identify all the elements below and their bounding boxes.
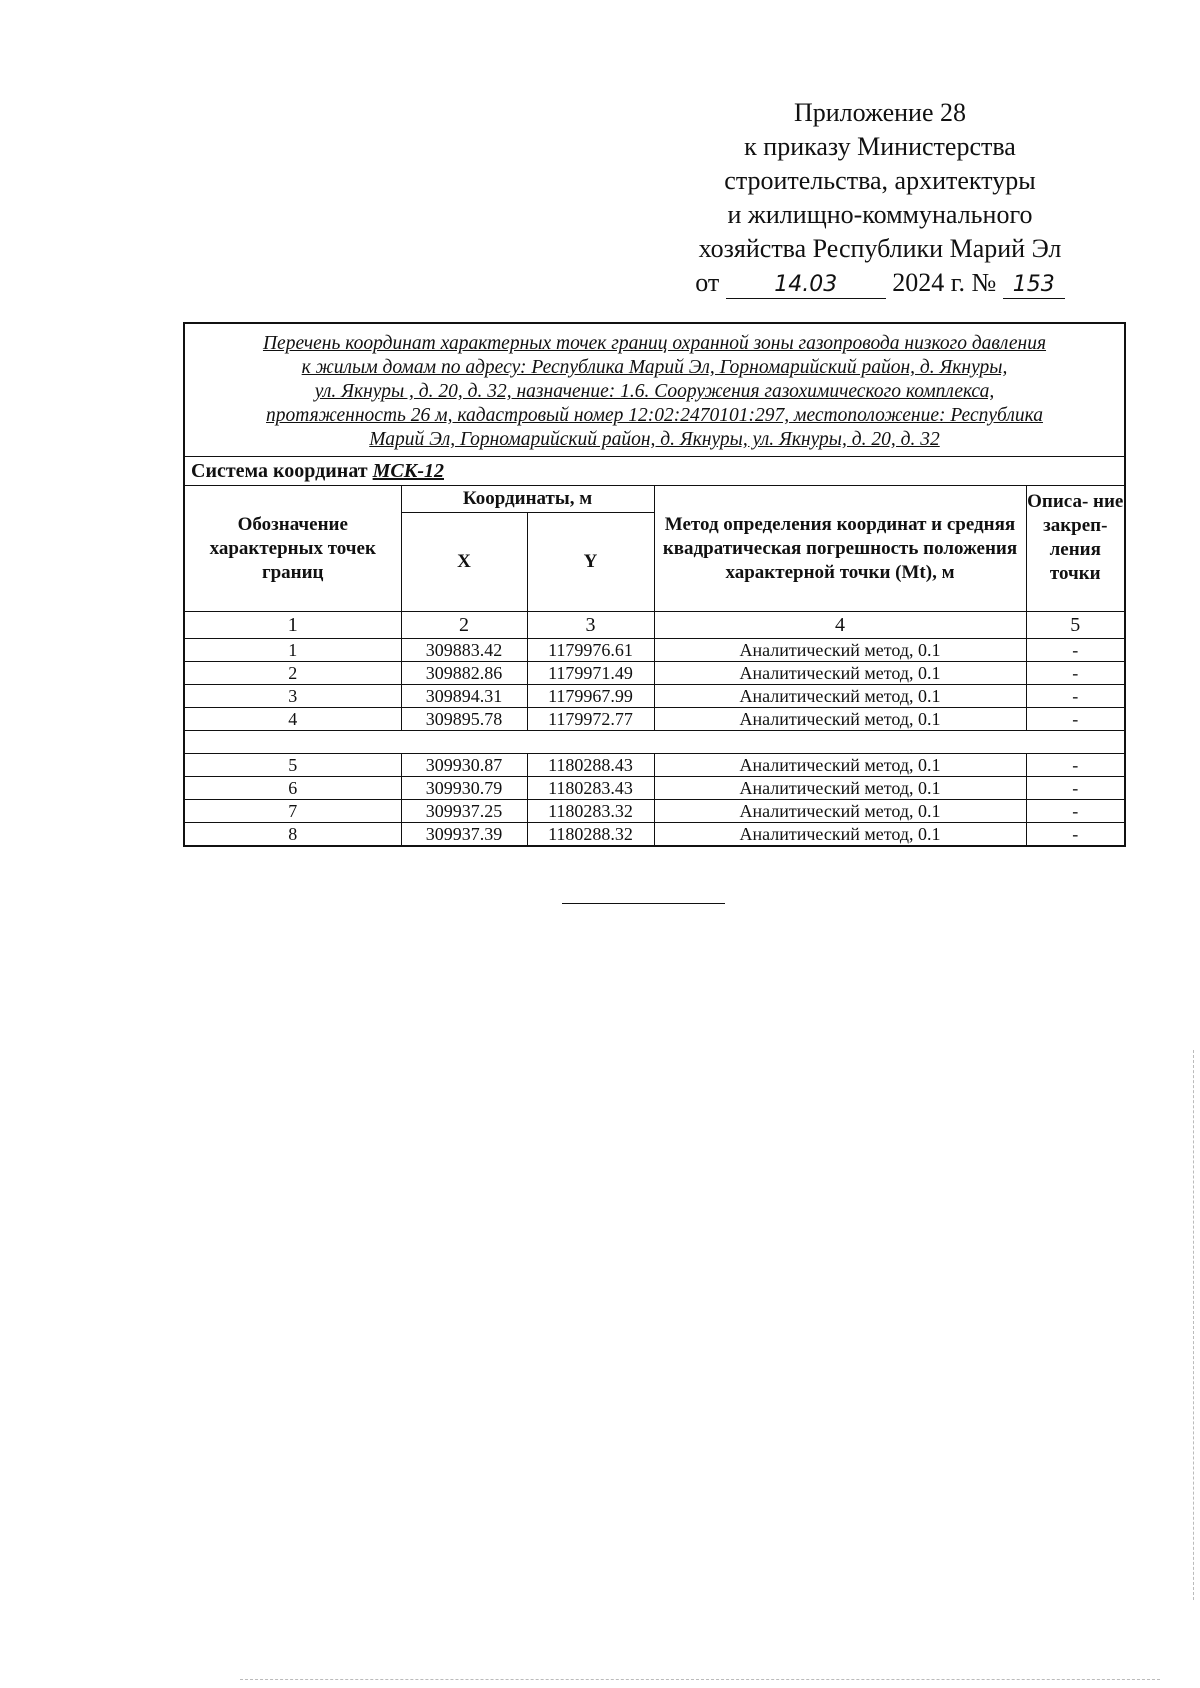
description-value: - — [1026, 777, 1125, 800]
appendix-title: Приложение 28 — [793, 98, 967, 127]
description-value: - — [1026, 639, 1125, 662]
header-coordinates: Координаты, м — [401, 486, 654, 513]
title-line: протяженность 26 м, кадастровый номер 12:02:2470101:297, местоположение: Республика — [266, 405, 1043, 426]
date-prefix: от — [695, 268, 720, 297]
y-value: 1179967.99 — [527, 685, 654, 708]
column-number: 3 — [527, 612, 654, 639]
y-value: 1179971.49 — [527, 662, 654, 685]
header-method: Метод определения координат и средняя квадратическая погрешность положения характерной точки (Mt), м — [654, 486, 1026, 612]
method-value: Аналитический метод, 0.1 — [654, 708, 1026, 731]
point-id: 1 — [184, 639, 401, 662]
title-line: Марий Эл, Горномарийский район, д. Якнуры, ул. Якнуры, д. 20, д. 32 — [369, 429, 940, 450]
year-number-label: 2024 г. № — [892, 268, 997, 297]
table-row — [184, 800, 1125, 823]
scan-edge-artifact — [1193, 1050, 1194, 1600]
column-number: 1 — [184, 612, 401, 639]
header-line-5: хозяйства Республики Марий Эл — [698, 234, 1062, 263]
description-value: - — [1026, 708, 1125, 731]
y-value: 1179976.61 — [527, 639, 654, 662]
method-value: Аналитический метод, 0.1 — [654, 823, 1026, 847]
column-number: 4 — [654, 612, 1026, 639]
x-value: 309930.87 — [401, 754, 527, 777]
x-value: 309882.86 — [401, 662, 527, 685]
coordinates-table — [183, 322, 1126, 847]
title-line: Перечень координат характерных точек границ охранной зоны газопровода низкого давления — [262, 333, 1047, 354]
point-id: 3 — [184, 685, 401, 708]
group-separator — [184, 731, 1125, 754]
coordinate-system-value: МСК-12 — [372, 460, 444, 482]
header-description: Описа- ние закреп- ления точки — [1026, 486, 1125, 612]
column-number: 2 — [401, 612, 527, 639]
method-value: Аналитический метод, 0.1 — [654, 662, 1026, 685]
description-value: - — [1026, 685, 1125, 708]
method-value: Аналитический метод, 0.1 — [654, 685, 1026, 708]
description-value: - — [1026, 662, 1125, 685]
point-id: 6 — [184, 777, 401, 800]
scan-bottom-artifact — [240, 1679, 1160, 1680]
table-row — [184, 777, 1125, 800]
header-x: X — [401, 513, 527, 612]
description-value: - — [1026, 754, 1125, 777]
point-id: 7 — [184, 800, 401, 823]
point-id: 5 — [184, 754, 401, 777]
end-divider — [562, 903, 725, 904]
header-point-designation: Обозначение характерных точек границ — [184, 486, 401, 612]
x-value: 309937.39 — [401, 823, 527, 847]
document-header — [650, 96, 1110, 300]
coordinate-system-label: Система координат — [191, 460, 368, 482]
method-value: Аналитический метод, 0.1 — [654, 754, 1026, 777]
header-line-4: и жилищно-коммунального — [727, 200, 1033, 229]
point-id: 4 — [184, 708, 401, 731]
header-line-2: к приказу Министерства — [744, 132, 1016, 161]
title-line: ул. Якнуры , д. 20, д. 32, назначение: 1.6. Сооружения газохимического комплекса, — [314, 381, 995, 402]
table-row — [184, 662, 1125, 685]
header-y: Y — [527, 513, 654, 612]
table-title — [184, 323, 1125, 457]
x-value: 309883.42 — [401, 639, 527, 662]
table-row — [184, 754, 1125, 777]
method-value: Аналитический метод, 0.1 — [654, 639, 1026, 662]
order-date-line — [650, 266, 1110, 300]
y-value: 1179972.77 — [527, 708, 654, 731]
description-value: - — [1026, 823, 1125, 847]
handwritten-date: 14.03 — [726, 272, 886, 299]
point-id: 8 — [184, 823, 401, 847]
header-line-3: строительства, архитектуры — [724, 166, 1036, 195]
table-row — [184, 823, 1125, 847]
handwritten-order-number: 153 — [1003, 272, 1065, 299]
table-row — [184, 685, 1125, 708]
y-value: 1180283.32 — [527, 800, 654, 823]
table-row — [184, 708, 1125, 731]
title-line: к жилым домам по адресу: Республика Марий Эл, Горномарийский район, д. Якнуры, — [301, 357, 1008, 378]
coordinate-system-row — [184, 457, 1125, 486]
table-row — [184, 639, 1125, 662]
y-value: 1180288.32 — [527, 823, 654, 847]
method-value: Аналитический метод, 0.1 — [654, 777, 1026, 800]
point-id: 2 — [184, 662, 401, 685]
column-number-row — [184, 612, 1125, 639]
x-value: 309937.25 — [401, 800, 527, 823]
x-value: 309894.31 — [401, 685, 527, 708]
x-value: 309895.78 — [401, 708, 527, 731]
description-value: - — [1026, 800, 1125, 823]
group-separator-row — [184, 731, 1125, 754]
y-value: 1180288.43 — [527, 754, 654, 777]
method-value: Аналитический метод, 0.1 — [654, 800, 1026, 823]
y-value: 1180283.43 — [527, 777, 654, 800]
column-number: 5 — [1026, 612, 1125, 639]
x-value: 309930.79 — [401, 777, 527, 800]
